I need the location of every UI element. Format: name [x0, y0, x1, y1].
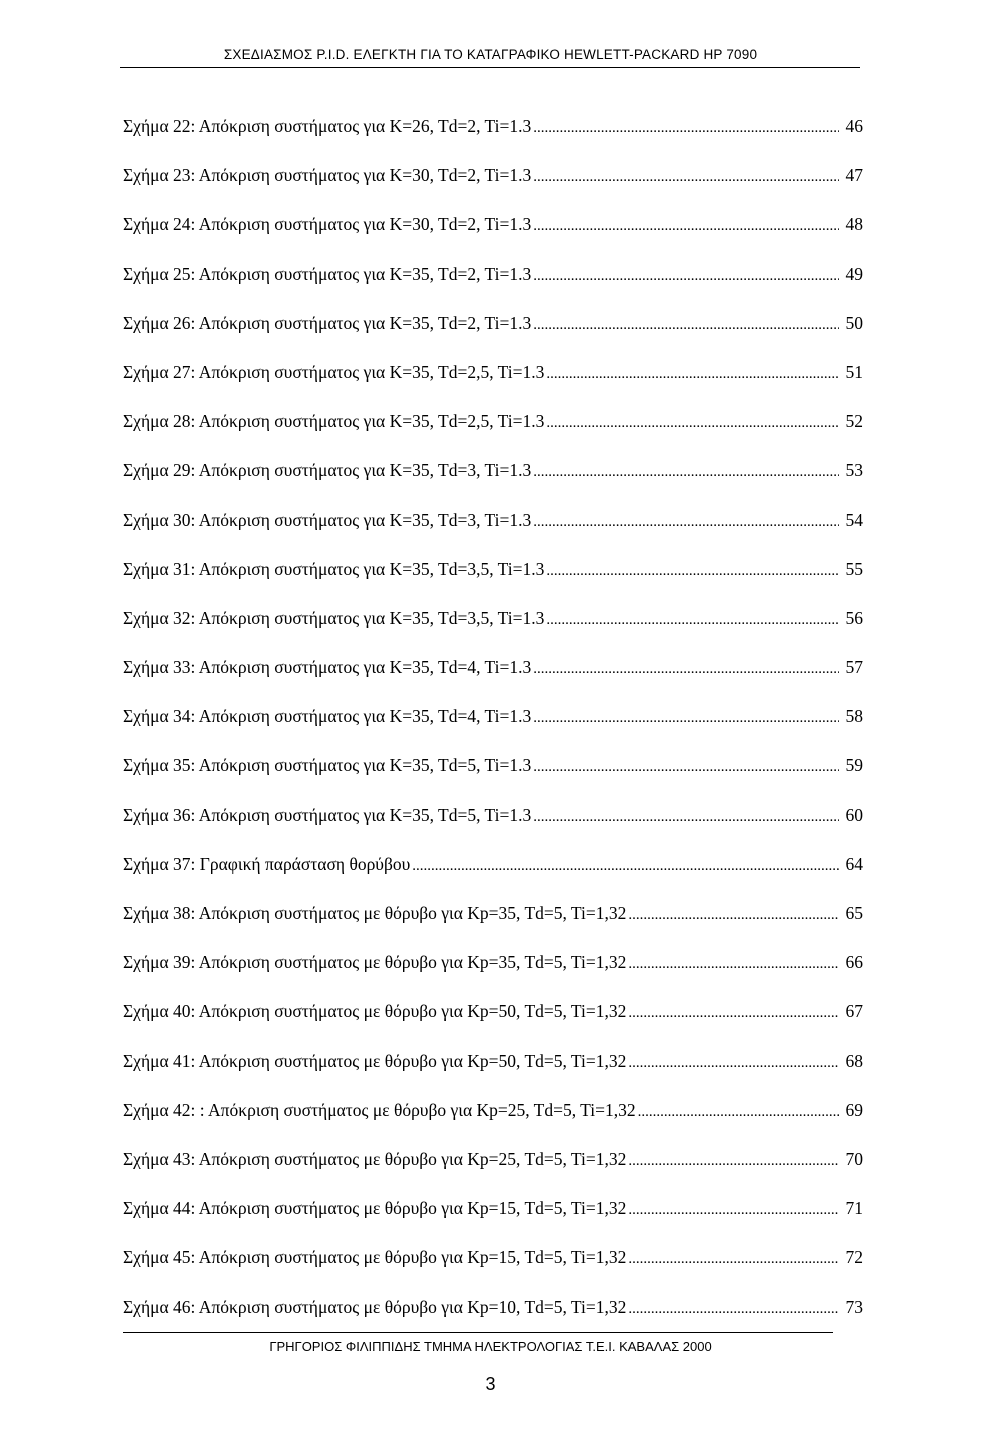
running-footer: ΓΡΗΓΟΡΙΟΣ ΦΙΛΙΠΠΙΔΗΣ ΤΜΗΜΑ ΗΛΕΚΤΡΟΛΟΓΙΑΣ Τ.Ε.Ι. ΚΑΒΑΛΑΣ 2000 — [269, 1339, 712, 1354]
toc-dot-leader — [628, 995, 839, 1031]
toc-entry-page: 51 — [845, 361, 863, 382]
toc-entry-page: 54 — [845, 509, 863, 530]
toc-entry-label: Σχήμα 35: Απόκριση συστήματος για K=35, Td=5, Ti=1.3 — [123, 755, 532, 776]
toc-entry-label: Σχήμα 40: Απόκριση συστήματος με θόρυβο για Kp=50, Td=5, Ti=1,32 — [123, 1001, 627, 1022]
toc-entry — [123, 1239, 863, 1288]
toc-entry — [123, 747, 863, 796]
toc-entry-label: Σχήμα 25: Απόκριση συστήματος για K=35, Td=2, Ti=1.3 — [123, 263, 532, 284]
toc-entry-label: Σχήμα 32: Απόκριση συστήματος για K=35, Td=3,5, Ti=1.3 — [123, 607, 545, 628]
toc-entry-label: Σχήμα 37: Γραφική παράσταση θορύβου — [123, 853, 411, 874]
toc-dot-leader — [533, 159, 839, 195]
toc-entry-page: 60 — [845, 804, 863, 825]
toc-entry-label: Σχήμα 33: Απόκριση συστήματος για K=35, Td=4, Ti=1.3 — [123, 657, 532, 678]
toc-entry-page: 72 — [845, 1247, 863, 1268]
toc-entry-page: 64 — [845, 853, 863, 874]
toc-entry-page: 65 — [845, 903, 863, 923]
toc-entry-label: Σχήμα 41: Απόκριση συστήματος με θόρυβο για Kp=50, Td=5, Ti=1,32 — [123, 1050, 627, 1071]
toc-dot-leader — [533, 651, 839, 687]
toc-entry — [123, 600, 863, 649]
running-header: ΣΧΕΔΙΑΣΜΟΣ P.I.D. ΕΛΕΓΚΤΗ ΓΙΑ ΤΟ ΚΑΤΑΓΡΑΦΙΚΟ HEWLETT-PACKARD HP 7090 — [223, 47, 758, 62]
toc-entry-page: 46 — [845, 116, 863, 136]
toc-entry-label: Σχήμα 34: Απόκριση συστήματος για K=35, Td=4, Ti=1.3 — [123, 706, 532, 727]
toc-entry — [123, 649, 863, 698]
toc-dot-leader — [533, 307, 839, 343]
toc-entry-label: Σχήμα 31: Απόκριση συστήματος για K=35, Td=3,5, Ti=1.3 — [123, 558, 545, 579]
toc-entry-page: 53 — [845, 460, 863, 481]
toc-entry — [123, 698, 863, 747]
toc-entry-label: Σχήμα 29: Απόκριση συστήματος για K=35, Td=3, Ti=1.3 — [123, 460, 532, 481]
toc-dot-leader — [533, 700, 839, 736]
toc-dot-leader — [638, 1094, 839, 1130]
toc-entry — [123, 157, 863, 206]
toc-entry — [123, 993, 863, 1042]
toc-dot-leader — [533, 504, 839, 540]
toc-entry — [123, 1141, 863, 1190]
toc-entry-label: Σχήμα 24: Απόκριση συστήματος για K=30, Td=2, Ti=1.3 — [123, 214, 532, 235]
toc-dot-leader — [533, 799, 839, 835]
toc-entry — [123, 846, 863, 895]
toc-entry-page: 50 — [845, 312, 863, 333]
toc-entry-label: Σχήμα 46: Απόκριση συστήματος με θόρυβο για Kp=10, Td=5, Ti=1,32 — [123, 1296, 627, 1317]
header-divider — [120, 67, 860, 68]
toc-entry-label: Σχήμα 30: Απόκριση συστήματος για K=35, Td=3, Ti=1.3 — [123, 509, 532, 530]
toc-dot-leader — [546, 553, 839, 589]
toc-entry-label: Σχήμα 44: Απόκριση συστήματος με θόρυβο για Kp=15, Td=5, Ti=1,32 — [123, 1198, 627, 1219]
toc-dot-leader — [546, 405, 839, 441]
toc-entry-page: 70 — [845, 1148, 863, 1169]
toc-entry — [123, 354, 863, 403]
toc-entry-label: Σχήμα 27: Απόκριση συστήματος για K=35, Td=2,5, Ti=1.3 — [123, 361, 545, 382]
toc-entry — [123, 452, 863, 501]
toc-entry — [123, 944, 863, 993]
toc-entry — [123, 108, 863, 157]
toc-entry-page: 57 — [845, 657, 863, 678]
toc-entry-page: 67 — [845, 1001, 863, 1022]
toc-entry-page: 68 — [845, 1050, 863, 1071]
toc-dot-leader — [628, 1192, 839, 1228]
toc-entry-page: 71 — [845, 1198, 863, 1219]
toc-entry-page: 56 — [845, 607, 863, 628]
toc-dot-leader — [628, 1045, 839, 1081]
toc-entry-page: 73 — [845, 1296, 863, 1317]
toc-entry-page: 55 — [845, 558, 863, 579]
toc-entry — [123, 1092, 863, 1141]
toc-dot-leader — [628, 946, 839, 982]
toc-entry-page: 69 — [845, 1099, 863, 1120]
toc-dot-leader — [533, 208, 839, 244]
toc-entry — [123, 551, 863, 600]
toc-entry — [123, 502, 863, 551]
toc-dot-leader — [628, 897, 839, 933]
toc-dot-leader — [546, 602, 839, 638]
toc-entry-page: 48 — [845, 214, 863, 235]
toc-entry-label: Σχήμα 42: : Απόκριση συστήματος με θόρυβο για Kp=25, Td=5, Ti=1,32 — [123, 1099, 636, 1120]
toc-entry-page: 66 — [845, 952, 863, 973]
toc-entry — [123, 256, 863, 305]
toc-entry-label: Σχήμα 45: Απόκριση συστήματος με θόρυβο για Kp=15, Td=5, Ti=1,32 — [123, 1247, 627, 1268]
toc-entry-page: 52 — [845, 411, 863, 432]
toc-entry — [123, 797, 863, 846]
page-number: 3 — [485, 1374, 496, 1394]
toc-entry-label: Σχήμα 36: Απόκριση συστήματος για K=35, Td=5, Ti=1.3 — [123, 804, 532, 825]
toc-entry-label: Σχήμα 38: Απόκριση συστήματος με θόρυβο για Kp=35, Td=5, Ti=1,32 — [123, 903, 627, 923]
toc-entry-page: 58 — [845, 706, 863, 727]
toc-dot-leader — [533, 749, 839, 785]
toc-dot-leader — [533, 110, 839, 146]
toc-entry-label: Σχήμα 39: Απόκριση συστήματος με θόρυβο για Kp=35, Td=5, Ti=1,32 — [123, 952, 627, 973]
toc-dot-leader — [412, 848, 839, 884]
toc-entry — [123, 305, 863, 354]
toc-entry — [123, 895, 863, 944]
toc-entry — [123, 1043, 863, 1092]
toc-entry-label: Σχήμα 22: Απόκριση συστήματος για K=26, Td=2, Ti=1.3 — [123, 116, 532, 136]
toc-dot-leader — [533, 454, 839, 490]
toc-dot-leader — [628, 1241, 839, 1277]
toc-entry-page: 49 — [845, 263, 863, 284]
toc-entry-label: Σχήμα 23: Απόκριση συστήματος για K=30, Td=2, Ti=1.3 — [123, 165, 532, 186]
toc-entry-page: 47 — [845, 165, 863, 186]
toc-entry — [123, 403, 863, 452]
list-of-figures — [123, 108, 863, 1338]
toc-entry — [123, 1190, 863, 1239]
toc-dot-leader — [533, 258, 839, 294]
toc-dot-leader — [546, 356, 839, 392]
toc-entry-page: 59 — [845, 755, 863, 776]
toc-dot-leader — [628, 1291, 839, 1327]
toc-entry-label: Σχήμα 43: Απόκριση συστήματος με θόρυβο για Kp=25, Td=5, Ti=1,32 — [123, 1148, 627, 1169]
toc-entry — [123, 1289, 863, 1338]
footer-divider — [123, 1332, 833, 1333]
toc-entry-label: Σχήμα 26: Απόκριση συστήματος για K=35, Td=2, Ti=1.3 — [123, 312, 532, 333]
toc-dot-leader — [628, 1143, 839, 1179]
toc-entry — [123, 206, 863, 255]
toc-entry-label: Σχήμα 28: Απόκριση συστήματος για K=35, Td=2,5, Ti=1.3 — [123, 411, 545, 432]
